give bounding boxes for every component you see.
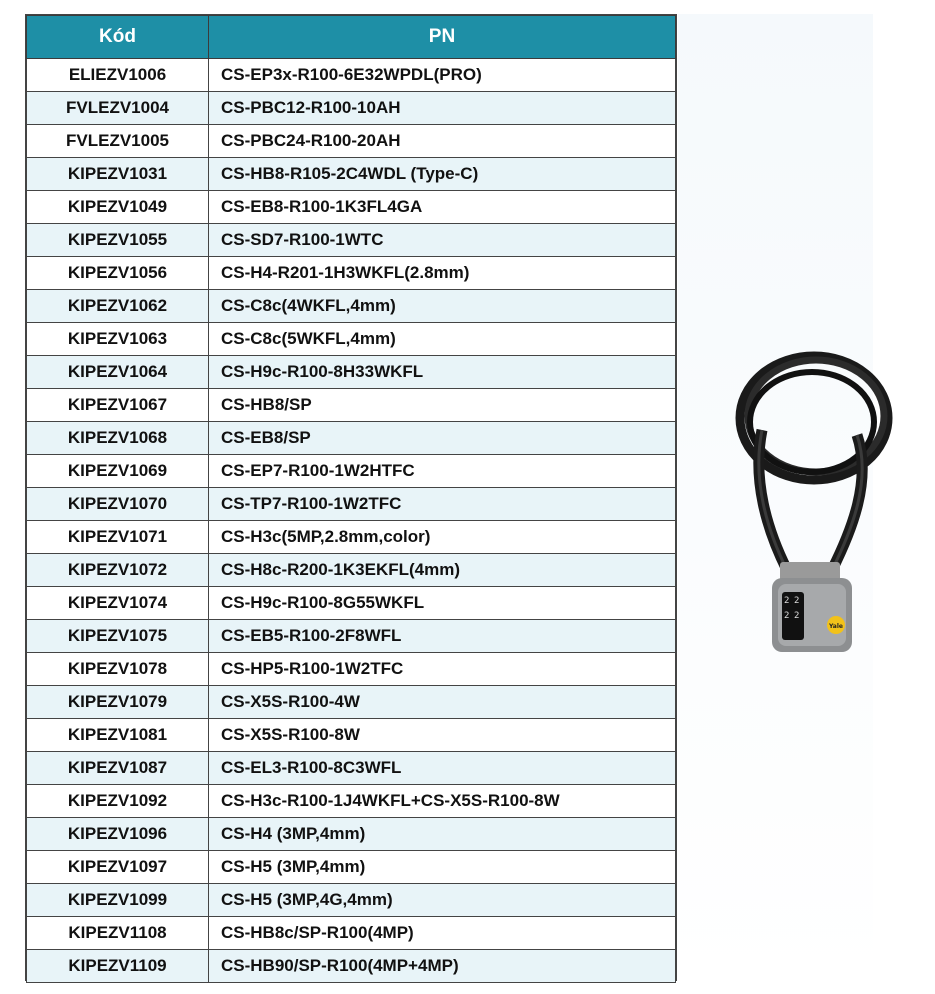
cell-code: KIPEZV1072 <box>27 554 209 587</box>
cell-pn: CS-H9c-R100-8G55WKFL <box>209 587 676 620</box>
cell-pn: CS-H9c-R100-8H33WKFL <box>209 356 676 389</box>
cell-code: KIPEZV1109 <box>27 950 209 983</box>
table-row <box>27 158 676 191</box>
cell-code: KIPEZV1068 <box>27 422 209 455</box>
cell-pn: CS-EL3-R100-8C3WFL <box>209 752 676 785</box>
table-header-row <box>27 16 676 59</box>
cell-pn: CS-SD7-R100-1WTC <box>209 224 676 257</box>
product-code-table-container <box>25 14 677 981</box>
svg-text:2: 2 <box>794 596 800 606</box>
cell-pn: CS-C8c(4WKFL,4mm) <box>209 290 676 323</box>
cell-code: FVLEZV1005 <box>27 125 209 158</box>
cell-pn: CS-TP7-R100-1W2TFC <box>209 488 676 521</box>
cell-pn: CS-C8c(5WKFL,4mm) <box>209 323 676 356</box>
cell-pn: CS-EP7-R100-1W2HTFC <box>209 455 676 488</box>
cell-code: KIPEZV1081 <box>27 719 209 752</box>
column-header-code: Kód <box>27 16 209 59</box>
table-row <box>27 125 676 158</box>
cell-pn: CS-HB90/SP-R100(4MP+4MP) <box>209 950 676 983</box>
cell-pn: CS-H4 (3MP,4mm) <box>209 818 676 851</box>
table-row <box>27 851 676 884</box>
cell-code: ELIEZV1006 <box>27 59 209 92</box>
cell-pn: CS-HP5-R100-1W2TFC <box>209 653 676 686</box>
cell-code: KIPEZV1075 <box>27 620 209 653</box>
cell-code: KIPEZV1096 <box>27 818 209 851</box>
table-row <box>27 752 676 785</box>
table-row <box>27 917 676 950</box>
cell-pn: CS-PBC12-R100-10AH <box>209 92 676 125</box>
table-row <box>27 257 676 290</box>
svg-text:2: 2 <box>784 611 790 621</box>
cell-code: KIPEZV1099 <box>27 884 209 917</box>
cell-pn: CS-H8c-R200-1K3EKFL(4mm) <box>209 554 676 587</box>
table-row <box>27 356 676 389</box>
table-row <box>27 884 676 917</box>
cell-code: KIPEZV1064 <box>27 356 209 389</box>
table-row <box>27 620 676 653</box>
cell-code: KIPEZV1092 <box>27 785 209 818</box>
table-body <box>27 59 676 983</box>
cell-code: KIPEZV1078 <box>27 653 209 686</box>
cell-code: KIPEZV1079 <box>27 686 209 719</box>
svg-text:2: 2 <box>784 596 790 606</box>
cell-code: KIPEZV1067 <box>27 389 209 422</box>
table-row <box>27 290 676 323</box>
column-header-pn: PN <box>209 16 676 59</box>
cell-code: KIPEZV1031 <box>27 158 209 191</box>
table-row <box>27 455 676 488</box>
cell-pn: CS-PBC24-R100-20AH <box>209 125 676 158</box>
cell-pn: CS-EP3x-R100-6E32WPDL(PRO) <box>209 59 676 92</box>
table-row <box>27 191 676 224</box>
cell-code: KIPEZV1056 <box>27 257 209 290</box>
cable-combination-lock-icon <box>732 340 902 660</box>
table-row <box>27 488 676 521</box>
table-row <box>27 785 676 818</box>
cell-pn: CS-X5S-R100-4W <box>209 686 676 719</box>
table-row <box>27 92 676 125</box>
cell-code: FVLEZV1004 <box>27 92 209 125</box>
cell-code: KIPEZV1074 <box>27 587 209 620</box>
cell-pn: CS-X5S-R100-8W <box>209 719 676 752</box>
table-row <box>27 554 676 587</box>
cell-pn: CS-H4-R201-1H3WKFL(2.8mm) <box>209 257 676 290</box>
cell-pn: CS-EB5-R100-2F8WFL <box>209 620 676 653</box>
table-row <box>27 521 676 554</box>
cell-pn: CS-HB8/SP <box>209 389 676 422</box>
cell-code: KIPEZV1055 <box>27 224 209 257</box>
table-row <box>27 653 676 686</box>
cell-code: KIPEZV1097 <box>27 851 209 884</box>
product-code-table <box>26 15 676 983</box>
table-row <box>27 59 676 92</box>
cell-pn: CS-HB8c/SP-R100(4MP) <box>209 917 676 950</box>
cell-pn: CS-H3c-R100-1J4WKFL+CS-X5S-R100-8W <box>209 785 676 818</box>
svg-text:2: 2 <box>794 611 800 621</box>
table-row <box>27 224 676 257</box>
table-row <box>27 323 676 356</box>
cell-pn: CS-H5 (3MP,4mm) <box>209 851 676 884</box>
cell-pn: CS-EB8/SP <box>209 422 676 455</box>
cell-code: KIPEZV1049 <box>27 191 209 224</box>
cell-code: KIPEZV1069 <box>27 455 209 488</box>
cell-code: KIPEZV1108 <box>27 917 209 950</box>
table-row <box>27 389 676 422</box>
cell-code: KIPEZV1087 <box>27 752 209 785</box>
cell-code: KIPEZV1063 <box>27 323 209 356</box>
cell-pn: CS-H3c(5MP,2.8mm,color) <box>209 521 676 554</box>
cell-pn: CS-EB8-R100-1K3FL4GA <box>209 191 676 224</box>
cell-pn: CS-H5 (3MP,4G,4mm) <box>209 884 676 917</box>
table-row <box>27 950 676 983</box>
cell-code: KIPEZV1071 <box>27 521 209 554</box>
brand-logo: Yale <box>829 623 843 630</box>
cell-code: KIPEZV1062 <box>27 290 209 323</box>
table-row <box>27 818 676 851</box>
cell-code: KIPEZV1070 <box>27 488 209 521</box>
table-row <box>27 719 676 752</box>
table-row <box>27 422 676 455</box>
table-row <box>27 686 676 719</box>
table-row <box>27 587 676 620</box>
cell-pn: CS-HB8-R105-2C4WDL (Type-C) <box>209 158 676 191</box>
